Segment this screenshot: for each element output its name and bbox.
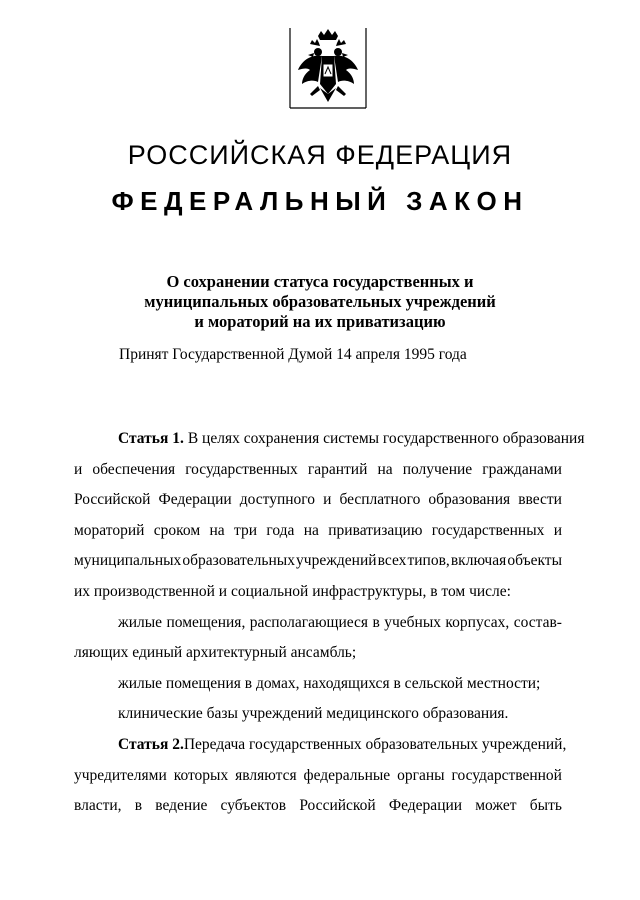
word: в [372, 613, 380, 631]
word: учредителями [74, 766, 167, 784]
word: мораторий [74, 521, 145, 539]
law-title-line: О сохранении статуса государственных и [166, 272, 474, 291]
word: всех [377, 552, 407, 570]
article-text-line [74, 485, 562, 516]
word: включая [450, 552, 507, 570]
article-2-label: Статья 2. [118, 735, 184, 753]
word: Федерации [158, 491, 232, 509]
word: государственных [431, 521, 545, 539]
word: состав- [513, 613, 562, 631]
law-type-heading: ФЕДЕРАЛЬНЫЙ ЗАКОН [111, 186, 529, 216]
law-title-line: и мораторий на их приватизацию [194, 312, 446, 331]
article-text-line: их производственной и социальной инфраструктуры, в том числе: [74, 582, 511, 600]
word: гарантий [307, 460, 368, 478]
law-title-line: муниципальных образовательных учреждений [144, 292, 496, 311]
word: образования [428, 491, 511, 509]
word: может [475, 797, 517, 815]
word: ввести [518, 491, 562, 509]
adoption-date-line: Принят Государственной Думой 14 апреля 1995 года [119, 346, 467, 363]
word: года [266, 521, 295, 539]
law-title [0, 272, 640, 332]
word: помещения, [166, 613, 246, 631]
word: и [323, 491, 332, 509]
word: образовательных [182, 552, 295, 570]
word: на [303, 521, 319, 539]
article-1-label: Статья 1. [118, 430, 184, 447]
word: Российской [299, 797, 376, 815]
article-text-line [74, 761, 562, 792]
word: объекты [507, 552, 562, 570]
article-text-line: В целях сохранения системы государственного образования [187, 430, 585, 447]
word: государственной [451, 766, 562, 784]
word: государственных [185, 460, 298, 478]
word: Федерации [388, 797, 463, 815]
article-text-line [74, 516, 562, 547]
word: на [209, 521, 225, 539]
word: Российской [74, 491, 151, 509]
article-text-line: жилые помещения в домах, находящихся в сельской местности; [118, 674, 541, 692]
article-text-line: клинические базы учреждений медицинского образования. [118, 705, 509, 723]
state-emblem-icon [288, 26, 368, 110]
word: ведение [155, 797, 208, 815]
word: доступного [239, 491, 316, 509]
article-text-line: ляющих единый архитектурный ансамбль; [74, 644, 357, 662]
word: муниципальных [74, 552, 182, 570]
word: учебных [384, 613, 441, 631]
article-text-line [74, 455, 562, 486]
word: федеральные [303, 766, 391, 784]
word: бесплатного [339, 491, 421, 509]
word: органы [397, 766, 445, 784]
word: обеспечения [92, 460, 176, 478]
word: три [234, 521, 258, 539]
word: в [134, 797, 143, 815]
word: и [74, 460, 83, 478]
word: получение [402, 460, 473, 478]
word: жилые [118, 613, 163, 631]
word: учреждений [296, 552, 377, 570]
article-text-line [74, 608, 562, 639]
word: которых [173, 766, 229, 784]
article-text-line: Передача государственных образовательных учреждений, [183, 735, 567, 753]
word: быть [529, 797, 562, 815]
word: власти, [74, 797, 122, 815]
word: на [377, 460, 393, 478]
article-1-first-line [74, 424, 585, 455]
article-2-first-line [74, 730, 567, 761]
word: гражданами [482, 460, 562, 478]
word: сроком [153, 521, 201, 539]
word: и [553, 521, 562, 539]
word: являются [235, 766, 297, 784]
word: корпусах, [445, 613, 510, 631]
law-body [74, 424, 585, 822]
word: приватизацию [328, 521, 423, 539]
article-text-line [74, 546, 562, 577]
word: типов, [407, 552, 450, 570]
word: располагающиеся [249, 613, 369, 631]
country-heading: РОССИЙСКАЯ ФЕДЕРАЦИЯ [127, 140, 513, 170]
word: субъектов [220, 797, 287, 815]
article-text-line [74, 791, 562, 822]
